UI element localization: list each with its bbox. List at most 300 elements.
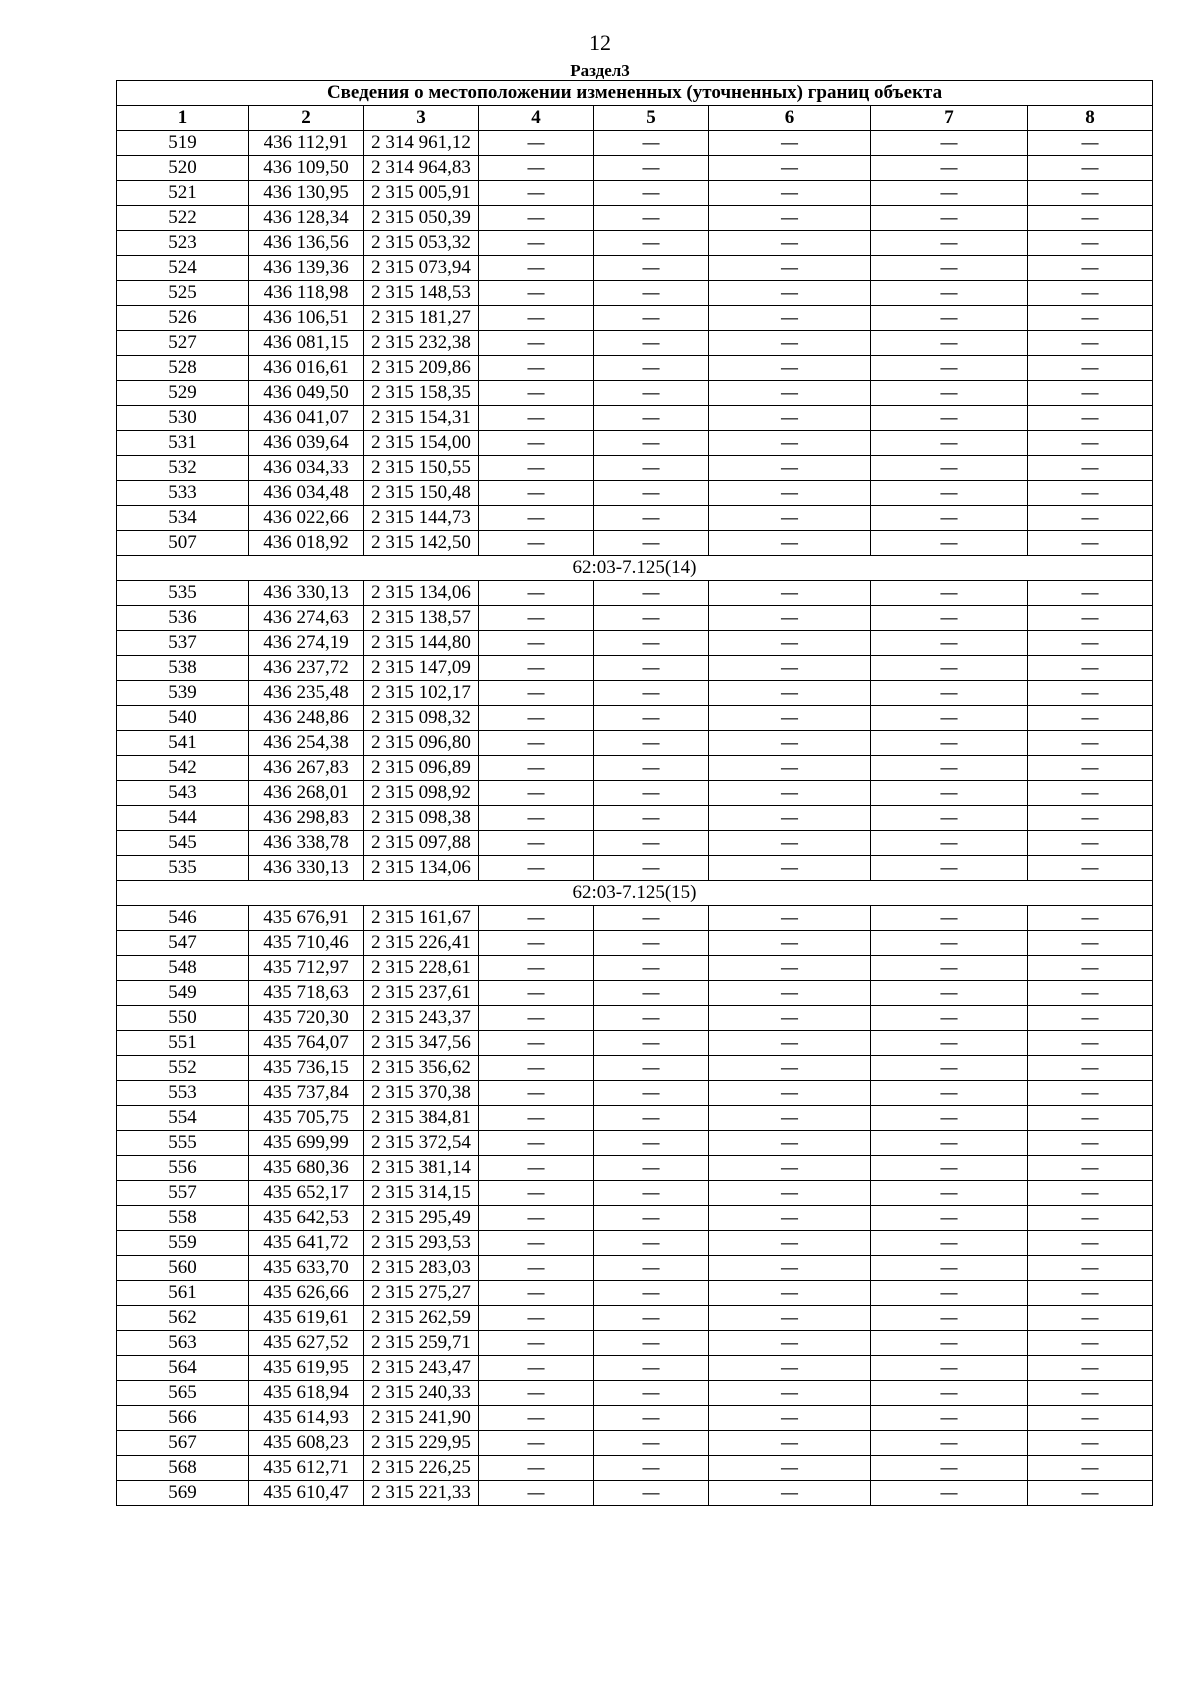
table-title: Сведения о местоположении измененных (уточненных) границ объекта [117, 81, 1153, 106]
x-coordinate-cell: 436 049,50 [249, 381, 364, 406]
empty-dash-cell: — [709, 731, 871, 756]
y-coordinate-cell: 2 315 347,56 [364, 1031, 479, 1056]
empty-dash-cell: — [709, 906, 871, 931]
empty-dash-cell: — [871, 506, 1028, 531]
y-coordinate-cell: 2 315 243,47 [364, 1356, 479, 1381]
y-coordinate-cell: 2 315 150,55 [364, 456, 479, 481]
table-row [117, 1406, 1153, 1431]
empty-dash-cell: — [709, 1281, 871, 1306]
empty-dash-cell: — [1028, 781, 1153, 806]
point-number-cell: 532 [117, 456, 249, 481]
empty-dash-cell: — [479, 656, 594, 681]
y-coordinate-cell: 2 315 147,09 [364, 656, 479, 681]
empty-dash-cell: — [1028, 856, 1153, 881]
empty-dash-cell: — [479, 531, 594, 556]
group-label: 62:03-7.125(15) [117, 881, 1153, 906]
y-coordinate-cell: 2 315 384,81 [364, 1106, 479, 1131]
table-row [117, 781, 1153, 806]
empty-dash-cell: — [479, 356, 594, 381]
y-coordinate-cell: 2 315 241,90 [364, 1406, 479, 1431]
empty-dash-cell: — [479, 306, 594, 331]
empty-dash-cell: — [594, 1306, 709, 1331]
empty-dash-cell: — [1028, 431, 1153, 456]
empty-dash-cell: — [1028, 181, 1153, 206]
column-header-1: 1 [117, 106, 249, 131]
empty-dash-cell: — [594, 206, 709, 231]
empty-dash-cell: — [1028, 1431, 1153, 1456]
empty-dash-cell: — [709, 931, 871, 956]
empty-dash-cell: — [594, 1206, 709, 1231]
empty-dash-cell: — [871, 731, 1028, 756]
table-row [117, 581, 1153, 606]
point-number-cell: 560 [117, 1256, 249, 1281]
empty-dash-cell: — [709, 431, 871, 456]
empty-dash-cell: — [709, 681, 871, 706]
empty-dash-cell: — [594, 1181, 709, 1206]
empty-dash-cell: — [709, 1231, 871, 1256]
empty-dash-cell: — [594, 431, 709, 456]
empty-dash-cell: — [594, 531, 709, 556]
y-coordinate-cell: 2 315 098,32 [364, 706, 479, 731]
empty-dash-cell: — [1028, 156, 1153, 181]
empty-dash-cell: — [1028, 256, 1153, 281]
empty-dash-cell: — [871, 1481, 1028, 1506]
empty-dash-cell: — [1028, 356, 1153, 381]
empty-dash-cell: — [871, 131, 1028, 156]
point-number-cell: 536 [117, 606, 249, 631]
y-coordinate-cell: 2 315 237,61 [364, 981, 479, 1006]
empty-dash-cell: — [479, 1406, 594, 1431]
empty-dash-cell: — [479, 706, 594, 731]
x-coordinate-cell: 435 699,99 [249, 1131, 364, 1156]
empty-dash-cell: — [709, 1306, 871, 1331]
empty-dash-cell: — [479, 206, 594, 231]
empty-dash-cell: — [871, 856, 1028, 881]
empty-dash-cell: — [871, 956, 1028, 981]
y-coordinate-cell: 2 315 372,54 [364, 1131, 479, 1156]
empty-dash-cell: — [871, 681, 1028, 706]
empty-dash-cell: — [594, 1356, 709, 1381]
x-coordinate-cell: 435 680,36 [249, 1156, 364, 1181]
point-number-cell: 542 [117, 756, 249, 781]
empty-dash-cell: — [871, 281, 1028, 306]
empty-dash-cell: — [709, 956, 871, 981]
empty-dash-cell: — [594, 956, 709, 981]
x-coordinate-cell: 435 641,72 [249, 1231, 364, 1256]
table-row [117, 456, 1153, 481]
page-number: 12 [589, 30, 611, 55]
table-row [117, 281, 1153, 306]
table-title-row [117, 81, 1153, 106]
table-row [117, 1456, 1153, 1481]
x-coordinate-cell: 436 254,38 [249, 731, 364, 756]
y-coordinate-cell: 2 315 226,25 [364, 1456, 479, 1481]
empty-dash-cell: — [1028, 1331, 1153, 1356]
empty-dash-cell: — [594, 1381, 709, 1406]
table-row [117, 481, 1153, 506]
empty-dash-cell: — [709, 231, 871, 256]
empty-dash-cell: — [479, 1031, 594, 1056]
empty-dash-cell: — [871, 1281, 1028, 1306]
empty-dash-cell: — [479, 1281, 594, 1306]
x-coordinate-cell: 435 642,53 [249, 1206, 364, 1231]
x-coordinate-cell: 435 619,95 [249, 1356, 364, 1381]
empty-dash-cell: — [594, 1456, 709, 1481]
empty-dash-cell: — [1028, 931, 1153, 956]
table-row [117, 1431, 1153, 1456]
point-number-cell: 529 [117, 381, 249, 406]
y-coordinate-cell: 2 315 226,41 [364, 931, 479, 956]
x-coordinate-cell: 435 608,23 [249, 1431, 364, 1456]
x-coordinate-cell: 436 018,92 [249, 531, 364, 556]
point-number-cell: 546 [117, 906, 249, 931]
empty-dash-cell: — [594, 606, 709, 631]
empty-dash-cell: — [1028, 956, 1153, 981]
column-header-6: 6 [709, 106, 871, 131]
y-coordinate-cell: 2 315 221,33 [364, 1481, 479, 1506]
empty-dash-cell: — [871, 1131, 1028, 1156]
table-row [117, 381, 1153, 406]
table-row [117, 981, 1153, 1006]
point-number-cell: 507 [117, 531, 249, 556]
empty-dash-cell: — [709, 406, 871, 431]
empty-dash-cell: — [1028, 1006, 1153, 1031]
table-row [117, 756, 1153, 781]
empty-dash-cell: — [709, 1331, 871, 1356]
empty-dash-cell: — [594, 681, 709, 706]
x-coordinate-cell: 436 041,07 [249, 406, 364, 431]
point-number-cell: 568 [117, 1456, 249, 1481]
empty-dash-cell: — [479, 406, 594, 431]
empty-dash-cell: — [871, 1181, 1028, 1206]
point-number-cell: 549 [117, 981, 249, 1006]
empty-dash-cell: — [709, 306, 871, 331]
empty-dash-cell: — [594, 981, 709, 1006]
empty-dash-cell: — [1028, 1206, 1153, 1231]
empty-dash-cell: — [1028, 381, 1153, 406]
column-header-5: 5 [594, 106, 709, 131]
empty-dash-cell: — [479, 806, 594, 831]
y-coordinate-cell: 2 315 142,50 [364, 531, 479, 556]
empty-dash-cell: — [594, 1081, 709, 1106]
point-number-cell: 524 [117, 256, 249, 281]
y-coordinate-cell: 2 315 240,33 [364, 1381, 479, 1406]
column-header-8: 8 [1028, 106, 1153, 131]
y-coordinate-cell: 2 315 209,86 [364, 356, 479, 381]
table-row [117, 156, 1153, 181]
empty-dash-cell: — [594, 731, 709, 756]
empty-dash-cell: — [1028, 731, 1153, 756]
x-coordinate-cell: 436 039,64 [249, 431, 364, 456]
empty-dash-cell: — [871, 1381, 1028, 1406]
empty-dash-cell: — [871, 1256, 1028, 1281]
empty-dash-cell: — [594, 706, 709, 731]
point-number-cell: 531 [117, 431, 249, 456]
empty-dash-cell: — [871, 831, 1028, 856]
empty-dash-cell: — [1028, 1081, 1153, 1106]
empty-dash-cell: — [594, 256, 709, 281]
point-number-cell: 562 [117, 1306, 249, 1331]
table-row [117, 1081, 1153, 1106]
y-coordinate-cell: 2 315 150,48 [364, 481, 479, 506]
empty-dash-cell: — [594, 1131, 709, 1156]
y-coordinate-cell: 2 315 148,53 [364, 281, 479, 306]
table-row [117, 1131, 1153, 1156]
table-row [117, 1181, 1153, 1206]
empty-dash-cell: — [479, 1056, 594, 1081]
empty-dash-cell: — [1028, 831, 1153, 856]
x-coordinate-cell: 436 338,78 [249, 831, 364, 856]
empty-dash-cell: — [709, 456, 871, 481]
empty-dash-cell: — [1028, 1256, 1153, 1281]
empty-dash-cell: — [479, 481, 594, 506]
empty-dash-cell: — [479, 1481, 594, 1506]
empty-dash-cell: — [1028, 506, 1153, 531]
empty-dash-cell: — [871, 231, 1028, 256]
empty-dash-cell: — [709, 156, 871, 181]
empty-dash-cell: — [709, 481, 871, 506]
y-coordinate-cell: 2 315 154,31 [364, 406, 479, 431]
empty-dash-cell: — [871, 781, 1028, 806]
x-coordinate-cell: 436 109,50 [249, 156, 364, 181]
x-coordinate-cell: 435 652,17 [249, 1181, 364, 1206]
x-coordinate-cell: 435 720,30 [249, 1006, 364, 1031]
empty-dash-cell: — [709, 1156, 871, 1181]
point-number-cell: 548 [117, 956, 249, 981]
empty-dash-cell: — [871, 431, 1028, 456]
empty-dash-cell: — [709, 256, 871, 281]
table-row [117, 706, 1153, 731]
y-coordinate-cell: 2 315 228,61 [364, 956, 479, 981]
empty-dash-cell: — [871, 656, 1028, 681]
empty-dash-cell: — [709, 1131, 871, 1156]
empty-dash-cell: — [1028, 1381, 1153, 1406]
x-coordinate-cell: 436 237,72 [249, 656, 364, 681]
empty-dash-cell: — [871, 1156, 1028, 1181]
empty-dash-cell: — [479, 1356, 594, 1381]
x-coordinate-cell: 435 736,15 [249, 1056, 364, 1081]
table-row [117, 256, 1153, 281]
empty-dash-cell: — [594, 656, 709, 681]
empty-dash-cell: — [479, 256, 594, 281]
empty-dash-cell: — [479, 1181, 594, 1206]
y-coordinate-cell: 2 315 283,03 [364, 1256, 479, 1281]
x-coordinate-cell: 436 034,48 [249, 481, 364, 506]
group-label-row [117, 881, 1153, 906]
empty-dash-cell: — [1028, 706, 1153, 731]
empty-dash-cell: — [594, 306, 709, 331]
empty-dash-cell: — [1028, 1306, 1153, 1331]
empty-dash-cell: — [1028, 606, 1153, 631]
point-number-cell: 555 [117, 1131, 249, 1156]
empty-dash-cell: — [594, 1256, 709, 1281]
empty-dash-cell: — [871, 381, 1028, 406]
empty-dash-cell: — [479, 381, 594, 406]
empty-dash-cell: — [479, 731, 594, 756]
x-coordinate-cell: 435 619,61 [249, 1306, 364, 1331]
table-row [117, 531, 1153, 556]
empty-dash-cell: — [709, 1206, 871, 1231]
empty-dash-cell: — [871, 156, 1028, 181]
table-row [117, 506, 1153, 531]
table-row [117, 1281, 1153, 1306]
empty-dash-cell: — [871, 1056, 1028, 1081]
point-number-cell: 566 [117, 1406, 249, 1431]
x-coordinate-cell: 435 610,47 [249, 1481, 364, 1506]
empty-dash-cell: — [709, 1481, 871, 1506]
table-row [117, 681, 1153, 706]
empty-dash-cell: — [871, 1356, 1028, 1381]
empty-dash-cell: — [871, 181, 1028, 206]
point-number-cell: 554 [117, 1106, 249, 1131]
empty-dash-cell: — [709, 331, 871, 356]
y-coordinate-cell: 2 314 964,83 [364, 156, 479, 181]
point-number-cell: 565 [117, 1381, 249, 1406]
table-row [117, 1331, 1153, 1356]
x-coordinate-cell: 436 235,48 [249, 681, 364, 706]
column-header-2: 2 [249, 106, 364, 131]
empty-dash-cell: — [1028, 131, 1153, 156]
x-coordinate-cell: 435 614,93 [249, 1406, 364, 1431]
empty-dash-cell: — [479, 781, 594, 806]
empty-dash-cell: — [871, 806, 1028, 831]
empty-dash-cell: — [709, 181, 871, 206]
x-coordinate-cell: 436 081,15 [249, 331, 364, 356]
x-coordinate-cell: 436 112,91 [249, 131, 364, 156]
table-row [117, 206, 1153, 231]
empty-dash-cell: — [594, 931, 709, 956]
empty-dash-cell: — [594, 856, 709, 881]
x-coordinate-cell: 436 118,98 [249, 281, 364, 306]
y-coordinate-cell: 2 315 158,35 [364, 381, 479, 406]
empty-dash-cell: — [1028, 481, 1153, 506]
empty-dash-cell: — [709, 206, 871, 231]
table-row [117, 406, 1153, 431]
empty-dash-cell: — [871, 531, 1028, 556]
y-coordinate-cell: 2 315 098,92 [364, 781, 479, 806]
point-number-cell: 540 [117, 706, 249, 731]
point-number-cell: 561 [117, 1281, 249, 1306]
empty-dash-cell: — [479, 1081, 594, 1106]
table-row [117, 1356, 1153, 1381]
empty-dash-cell: — [479, 981, 594, 1006]
empty-dash-cell: — [709, 1456, 871, 1481]
point-number-cell: 535 [117, 581, 249, 606]
table-row [117, 431, 1153, 456]
empty-dash-cell: — [709, 981, 871, 1006]
point-number-cell: 538 [117, 656, 249, 681]
point-number-cell: 519 [117, 131, 249, 156]
x-coordinate-cell: 436 248,86 [249, 706, 364, 731]
y-coordinate-cell: 2 315 073,94 [364, 256, 479, 281]
empty-dash-cell: — [594, 756, 709, 781]
empty-dash-cell: — [709, 381, 871, 406]
empty-dash-cell: — [594, 1006, 709, 1031]
empty-dash-cell: — [709, 1006, 871, 1031]
x-coordinate-cell: 436 267,83 [249, 756, 364, 781]
x-coordinate-cell: 436 330,13 [249, 581, 364, 606]
x-coordinate-cell: 435 633,70 [249, 1256, 364, 1281]
point-number-cell: 563 [117, 1331, 249, 1356]
empty-dash-cell: — [479, 1306, 594, 1331]
empty-dash-cell: — [709, 506, 871, 531]
empty-dash-cell: — [709, 581, 871, 606]
empty-dash-cell: — [594, 331, 709, 356]
point-number-cell: 526 [117, 306, 249, 331]
y-coordinate-cell: 2 315 381,14 [364, 1156, 479, 1181]
empty-dash-cell: — [709, 1031, 871, 1056]
empty-dash-cell: — [479, 631, 594, 656]
empty-dash-cell: — [479, 1106, 594, 1131]
table-row [117, 1256, 1153, 1281]
table-row [117, 656, 1153, 681]
empty-dash-cell: — [479, 1381, 594, 1406]
y-coordinate-cell: 2 314 961,12 [364, 131, 479, 156]
empty-dash-cell: — [871, 456, 1028, 481]
empty-dash-cell: — [479, 1256, 594, 1281]
empty-dash-cell: — [594, 456, 709, 481]
empty-dash-cell: — [1028, 581, 1153, 606]
point-number-cell: 545 [117, 831, 249, 856]
empty-dash-cell: — [479, 1331, 594, 1356]
empty-dash-cell: — [594, 131, 709, 156]
x-coordinate-cell: 436 274,63 [249, 606, 364, 631]
point-number-cell: 547 [117, 931, 249, 956]
table-row [117, 1106, 1153, 1131]
empty-dash-cell: — [1028, 531, 1153, 556]
empty-dash-cell: — [871, 256, 1028, 281]
table-row [117, 181, 1153, 206]
empty-dash-cell: — [709, 1381, 871, 1406]
empty-dash-cell: — [709, 631, 871, 656]
empty-dash-cell: — [594, 231, 709, 256]
empty-dash-cell: — [594, 1431, 709, 1456]
empty-dash-cell: — [1028, 1281, 1153, 1306]
table-body [117, 131, 1153, 1506]
table-row [117, 1481, 1153, 1506]
y-coordinate-cell: 2 315 243,37 [364, 1006, 479, 1031]
point-number-cell: 569 [117, 1481, 249, 1506]
point-number-cell: 530 [117, 406, 249, 431]
table-row [117, 331, 1153, 356]
empty-dash-cell: — [594, 831, 709, 856]
empty-dash-cell: — [594, 1106, 709, 1131]
table-row [117, 731, 1153, 756]
empty-dash-cell: — [1028, 1231, 1153, 1256]
point-number-cell: 552 [117, 1056, 249, 1081]
point-number-cell: 557 [117, 1181, 249, 1206]
y-coordinate-cell: 2 315 053,32 [364, 231, 479, 256]
empty-dash-cell: — [709, 1356, 871, 1381]
table-row [117, 1031, 1153, 1056]
empty-dash-cell: — [594, 1331, 709, 1356]
point-number-cell: 539 [117, 681, 249, 706]
table-row [117, 806, 1153, 831]
empty-dash-cell: — [709, 531, 871, 556]
empty-dash-cell: — [709, 1181, 871, 1206]
empty-dash-cell: — [479, 931, 594, 956]
x-coordinate-cell: 436 128,34 [249, 206, 364, 231]
group-label-row [117, 556, 1153, 581]
empty-dash-cell: — [479, 1456, 594, 1481]
point-number-cell: 534 [117, 506, 249, 531]
y-coordinate-cell: 2 315 138,57 [364, 606, 479, 631]
point-number-cell: 523 [117, 231, 249, 256]
empty-dash-cell: — [709, 281, 871, 306]
empty-dash-cell: — [709, 856, 871, 881]
point-number-cell: 551 [117, 1031, 249, 1056]
empty-dash-cell: — [1028, 656, 1153, 681]
